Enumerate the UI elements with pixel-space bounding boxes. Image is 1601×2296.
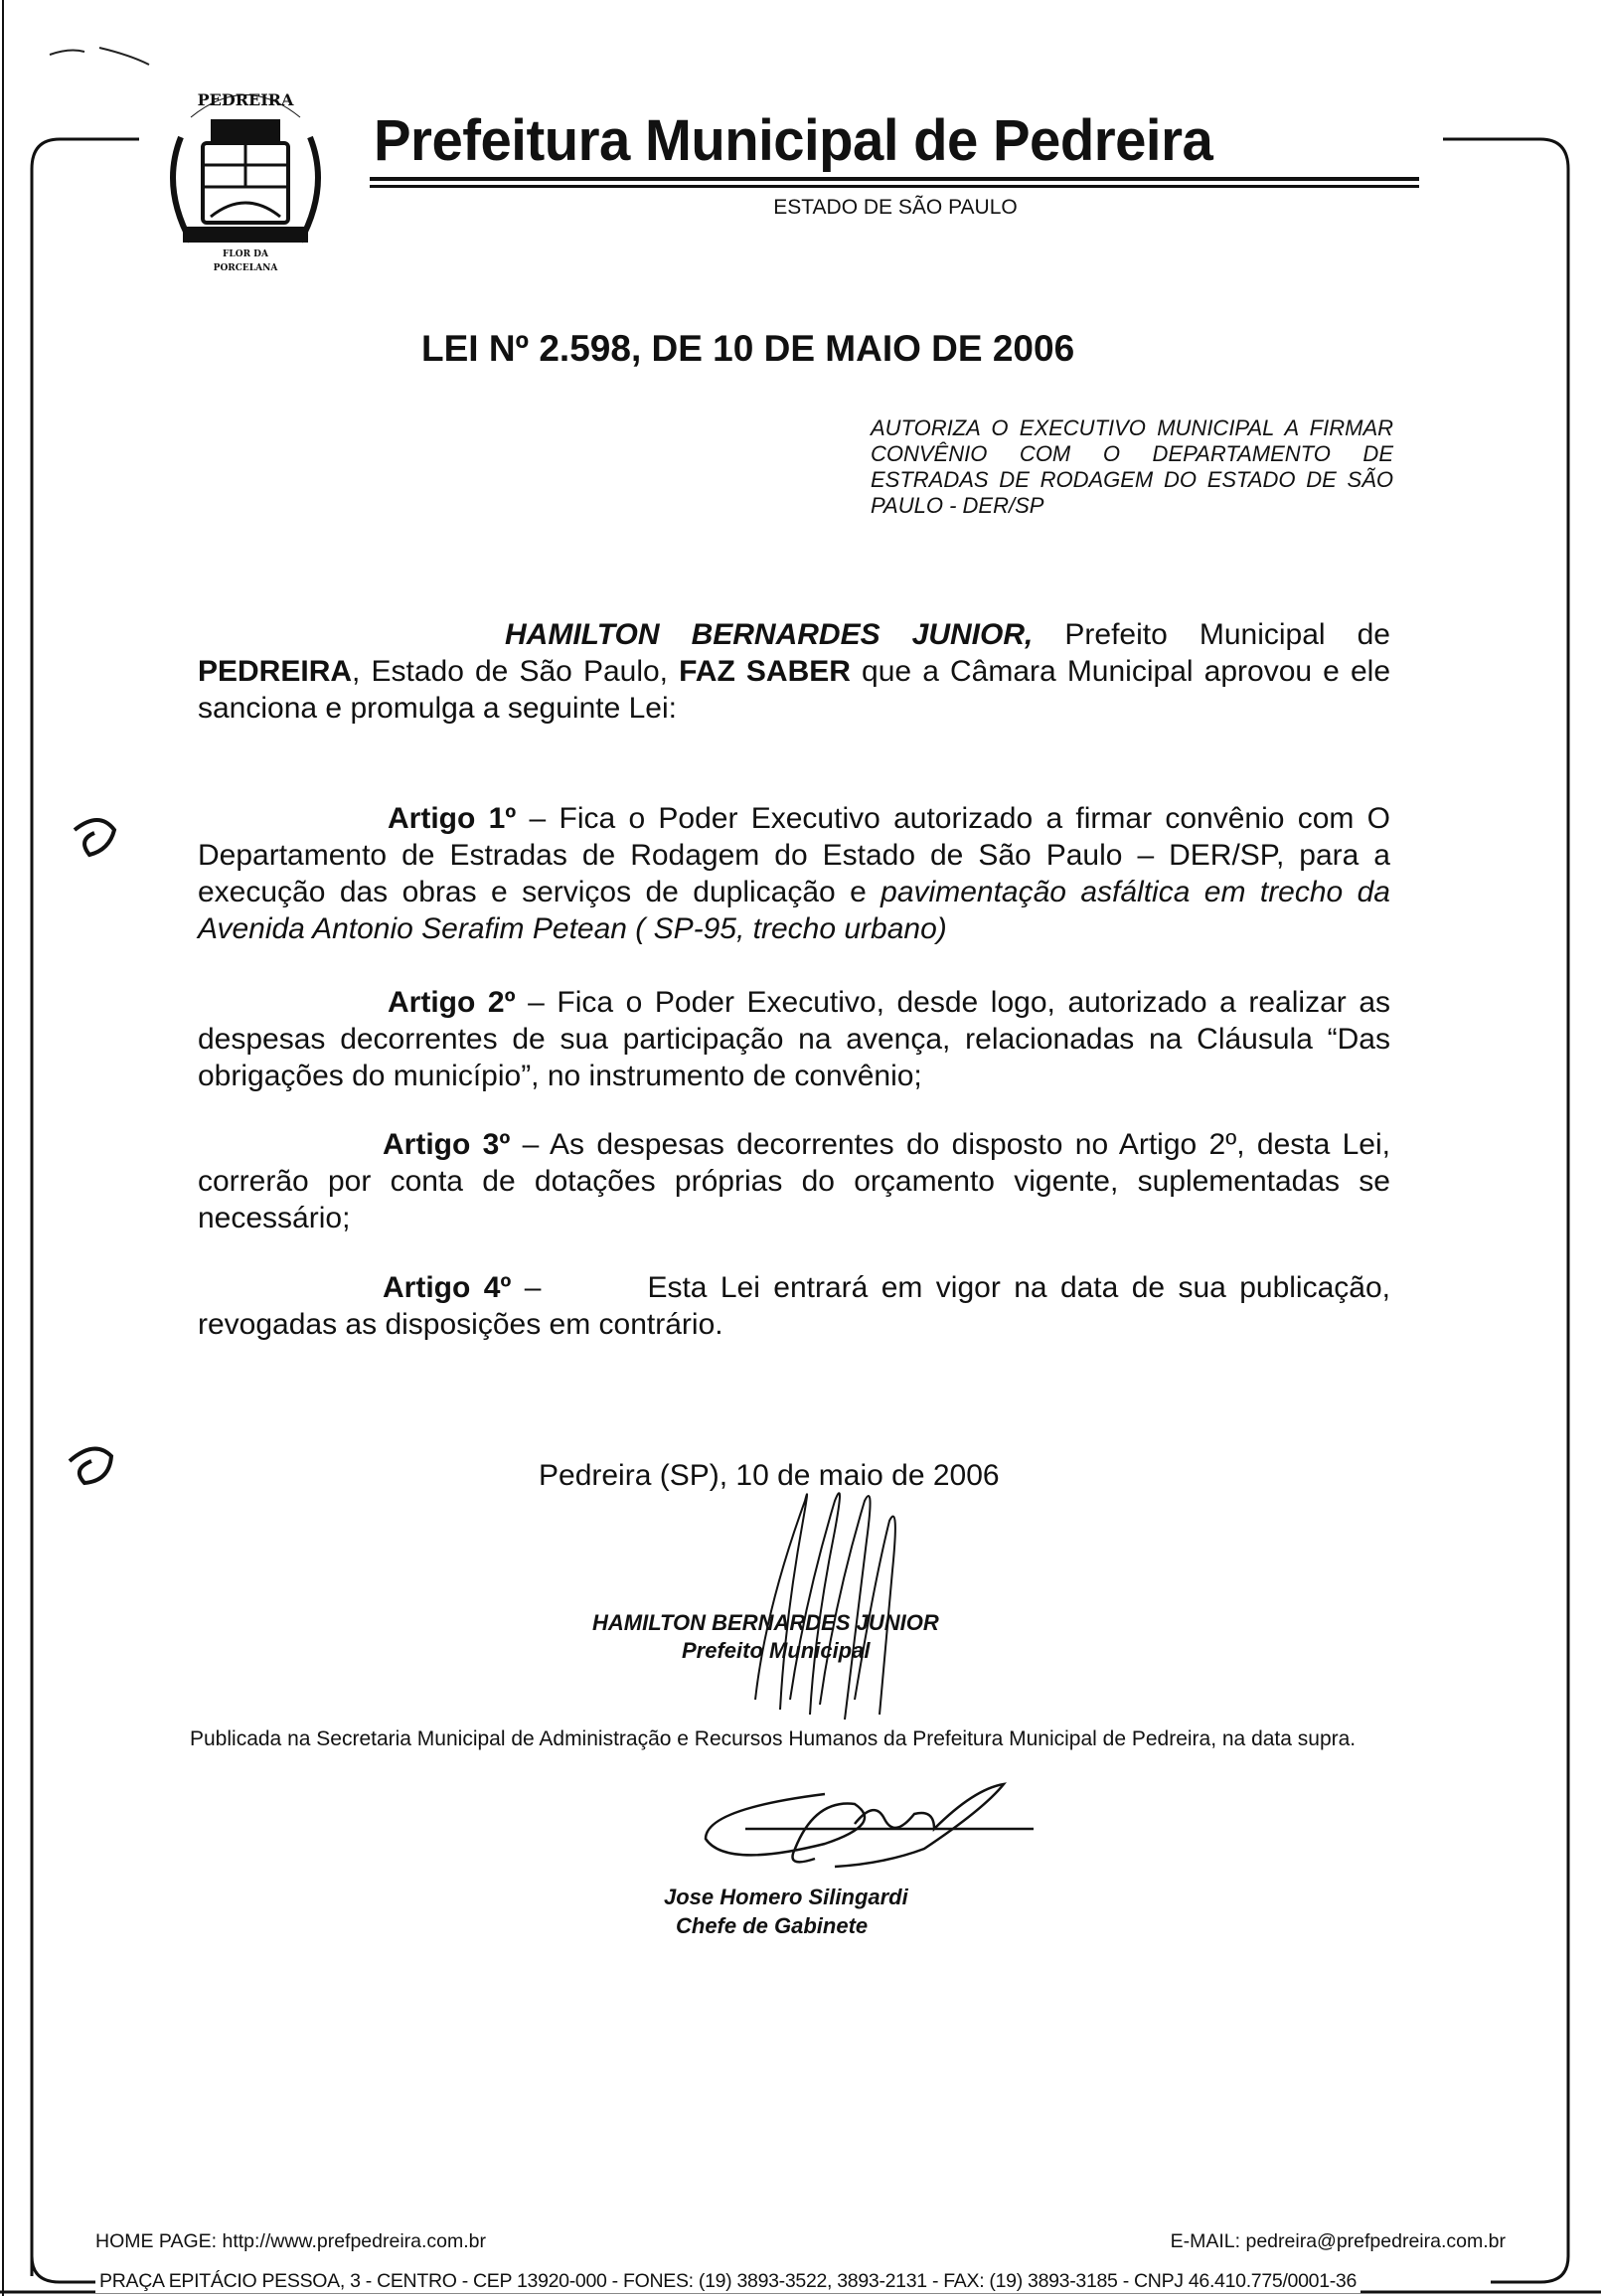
footer-address: PRAÇA EPITÁCIO PESSOA, 3 - CENTRO - CEP 13920-000 - FONES: (19) 3893-3522, 3893-2131 - FAX: (19) 3893-3185 - CNPJ 46.410.775/0001-36 [95,2270,1361,2293]
preamble-text: que a Câmara Municipal aprovou e ele sanciona e promulga a seguinte Lei: [198,655,1391,725]
mayor-name: HAMILTON BERNARDES JUNIOR, [505,618,1034,651]
law-heading: LEI Nº 2.598, DE 10 DE MAIO DE 2006 [421,328,1075,369]
chief-signature [686,1769,1043,1879]
publication-note: Publicada na Secretaria Municipal de Administração e Recursos Humanos da Prefeitura Municipal de Pedreira, na data supra. [190,1727,1357,1750]
article-1 [198,800,1390,947]
article-label: Artigo 4º [383,1271,512,1304]
article-label: Artigo 3º [383,1128,511,1161]
preamble-text: , Estado de São Paulo, [352,655,680,688]
page-title: Prefeitura Municipal de Pedreira [374,108,1213,173]
chief-title: Chefe de Gabinete [676,1913,869,1938]
title-underline [370,177,1419,181]
faz-saber: FAZ SABER [679,655,851,688]
law-summary: AUTORIZA O EXECUTIVO MUNICIPAL A FIRMAR CONVÊNIO COM O DEPARTAMENTO DE ESTRADAS DE RODAGEM DO ESTADO DE SÃO PAULO - DER/SP [871,415,1393,518]
municipal-crest-icon [161,78,330,276]
article-text: – Fica o Poder Executivo, desde logo, autorizado a realizar as despesas decorrentes de sua participação na avença, relacionadas na Cláusula “Das obrigações do município”, no instrumento de convênio; [198,986,1391,1092]
article-text: – As despesas decorrentes do disposto no Artigo 2º, desta Lei, correrão por conta de dotações próprias do orçamento vigente, suplementadas se necessário; [198,1128,1390,1234]
article-3 [198,1126,1390,1236]
article-text-italic: pavimentação asfáltica em trecho da Avenida Antonio Serafim Petean ( SP-95, trecho urbano) [198,876,1390,945]
svg-text:PEDREIRA: PEDREIRA [197,90,294,109]
signing-date: Pedreira (SP), 10 de maio de 2006 [539,1459,1000,1492]
mayor-signature [696,1461,914,1739]
article-label: Artigo 2º [388,986,516,1019]
preamble-text: Prefeito Municipal de [1033,618,1390,651]
footer-homepage: HOME PAGE: http://www.prefpedreira.com.br [95,2230,487,2252]
article-2 [198,984,1390,1094]
footer-email: E-MAIL: pedreira@prefpedreira.com.br [1170,2230,1506,2252]
signer-name: HAMILTON BERNARDES JUNIOR [592,1610,939,1635]
signer-title: Prefeito Municipal [682,1638,871,1663]
hand-mark-icon [70,820,114,1483]
state-subtitle: ESTADO DE SÃO PAULO [773,196,1018,219]
city-name: PEDREIRA [198,655,353,688]
chief-name: Jose Homero Silingardi [664,1885,908,1909]
chief-block [664,1883,908,1940]
article-text: – Esta Lei entrará em vigor na data de sua publicação, revogadas as disposições em contrário. [198,1271,1399,1341]
title-underline [370,185,1419,188]
svg-text:PORCELANA: PORCELANA [213,263,278,273]
preamble-paragraph [198,616,1390,727]
article-label: Artigo 1º [388,802,517,835]
article-text: – Fica o Poder Executivo autorizado a firmar convênio com O Departamento de Estradas de Rodagem do Estado de São Paulo – DER/SP, para a execução das obras e serviços de duplicação e [198,802,1391,908]
article-4 [198,1269,1399,1343]
svg-text:FLOR DA: FLOR DA [223,249,268,259]
